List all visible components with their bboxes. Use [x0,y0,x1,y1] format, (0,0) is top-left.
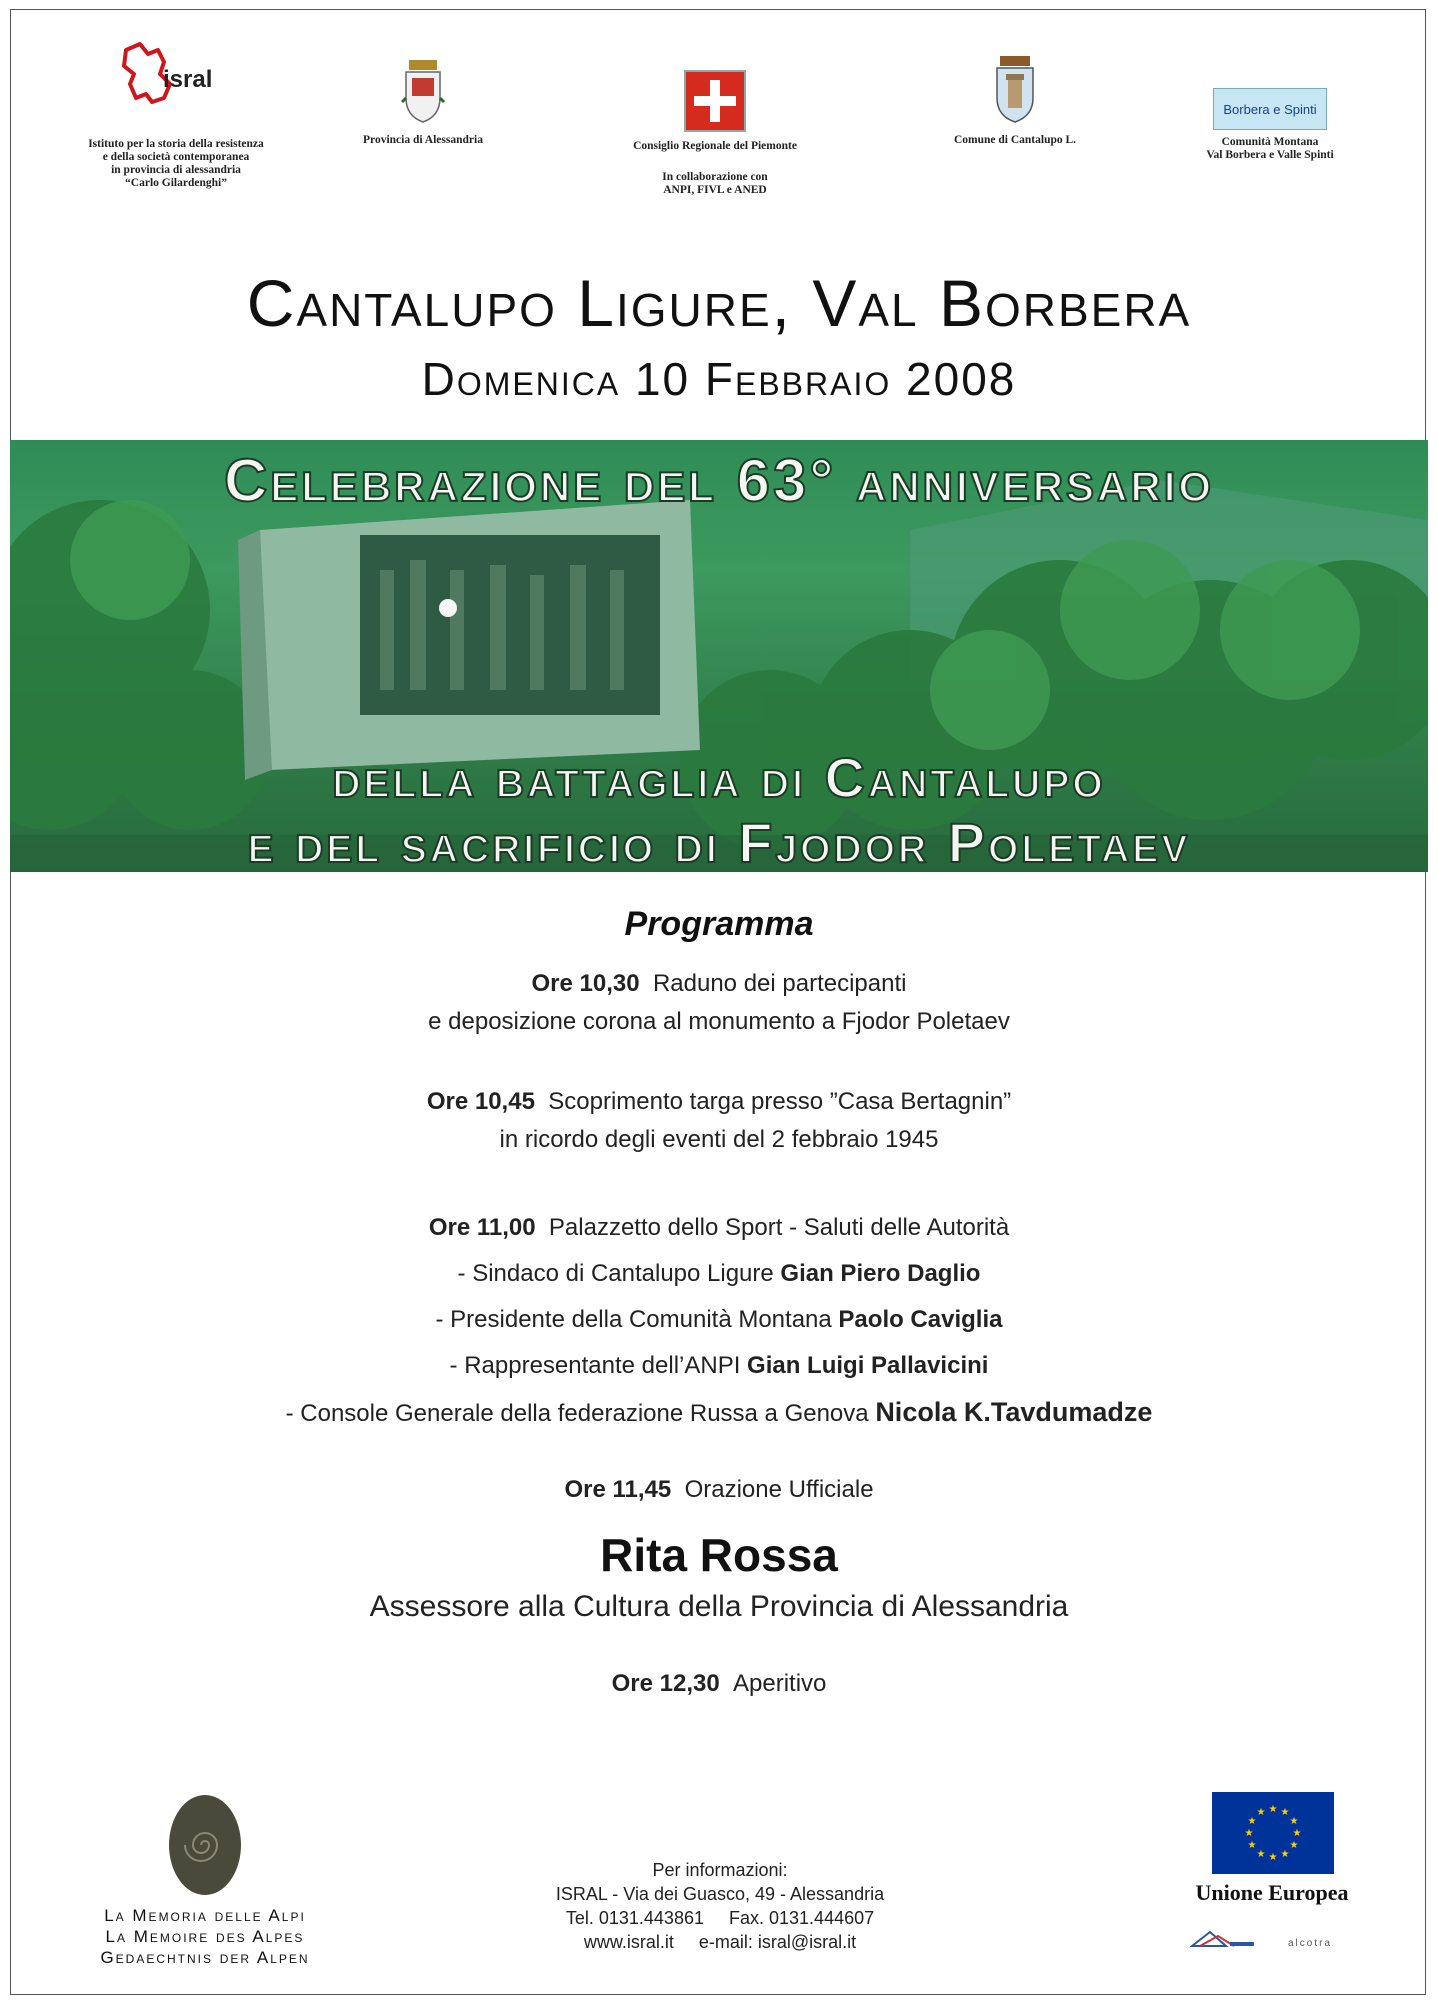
svg-text:★: ★ [1280,1807,1290,1818]
memoria-line: La Memoire des Alpes [105,1927,305,1946]
comune-logo [925,54,1105,147]
isral-caption: Istituto per la storia della resistenza e della società contemporanea in provincia di alessandria “Carlo Gilardenghi” [88,138,264,189]
program-title: Programma [624,905,814,943]
svg-text:★: ★ [1268,1804,1278,1815]
greeting-role: - Sindaco di Cantalupo Ligure [457,1260,774,1287]
program-item-5 [0,1670,1438,1698]
banner-line-2: della battaglia di Cantalupo [332,746,1106,809]
greeting-role: - Rappresentante dell’ANPI [449,1352,741,1379]
contact-web-row [470,1930,970,1954]
memoria-line: Gedaechtnis der Alpen [100,1948,310,1967]
greeting-row [0,1260,1438,1288]
borbera-spinti-logo: Borbera e Spinti [1213,88,1327,130]
program-item-2-detail: in ricordo degli eventi del 2 febbraio 1945 [499,1126,939,1153]
provincia-caption: Provincia di Alessandria [363,134,483,146]
alcotra-logo: alcotra [1288,1938,1333,1949]
contact-address: ISRAL - Via dei Guasco, 49 - Alessandria [555,1884,885,1904]
program-item-1 [0,970,1438,998]
program-time: Ore 11,00 [428,1214,536,1241]
regione-collab: In collaborazione con ANPI, FIVL e ANED [662,171,768,196]
contact-heading: Per informazioni: [652,1860,788,1880]
provincia-coat-of-arms-icon [400,58,446,124]
comunita-logo [1180,88,1360,162]
program-time: Ore 11,45 [564,1476,672,1503]
svg-text:★: ★ [1280,1849,1290,1860]
greeting-name: Gian Luigi Pallavicini [747,1352,989,1379]
contact-info [470,1858,970,1954]
contact-tel: Tel. 0131.443861 [565,1908,704,1928]
greeting-row [0,1397,1438,1428]
program-text: Aperitivo [733,1670,827,1697]
comune-coat-of-arms-icon [992,54,1038,124]
greeting-row [0,1306,1438,1334]
program-time: Ore 12,30 [611,1670,720,1697]
eu-flag-icon [1212,1792,1334,1874]
greeting-role: - Presidente della Comunità Montana [435,1306,832,1333]
regione-logo [600,70,830,197]
contact-phone-row [470,1906,970,1930]
program-item-1-detail: e deposizione corona al monumento a Fjodor Poletaev [428,1008,1010,1035]
piemonte-cross-icon [684,70,746,132]
banner-line-1: Celebrazione del 63° anniversario [223,447,1215,514]
program-time: Ore 10,30 [531,970,640,997]
program-time: Ore 10,45 [426,1088,535,1115]
memoria-stone-icon [165,1790,245,1900]
eu-label: Unione Europea [1195,1880,1349,1905]
regione-caption: Consiglio Regionale del Piemonte [633,140,797,152]
greeting-name: Nicola K.Tavdumadze [875,1397,1153,1427]
speaker-name: Rita Rossa [600,1529,838,1581]
program-text: Palazzetto dello Sport - Saluti delle Autorità [548,1214,1010,1241]
contact-web-link[interactable]: www.isral.it [583,1932,674,1952]
greeting-role: - Console Generale della federazione Russa a Genova [285,1400,869,1427]
program-item-3 [0,1214,1438,1242]
program-text: Scoprimento targa presso ”Casa Bertagnin” [548,1088,1012,1115]
event-place-title: Cantalupo Ligure, Val Borbera [246,266,1192,340]
svg-text:★: ★ [1256,1807,1266,1818]
provincia-logo [338,58,508,147]
comune-caption: Comune di Cantalupo L. [953,134,1077,146]
celebration-banner [10,440,1428,872]
program-item-2 [0,1088,1438,1116]
greeting-name: Gian Piero Daglio [780,1260,981,1287]
program-text: Raduno dei partecipanti [652,970,907,997]
interreg-logo-icon [1190,1928,1256,1948]
svg-text:★: ★ [1292,1828,1302,1839]
svg-text:★: ★ [1268,1852,1278,1863]
svg-text:★: ★ [1244,1828,1254,1839]
program-item-4 [0,1476,1438,1504]
svg-text:★: ★ [1289,1816,1299,1827]
greeting-row [0,1352,1438,1380]
memoria-line: La Memoria delle Alpi [104,1906,306,1925]
program-text: Orazione Ufficiale [684,1476,874,1503]
contact-fax: Fax. 0131.444607 [729,1908,875,1928]
svg-text:★: ★ [1289,1840,1299,1851]
comunita-caption: Comunità Montana Val Borbera e Valle Spinti [1206,136,1334,161]
banner-line-3: e del sacrificio di Fjodor Poletaev [247,811,1191,872]
svg-text:★: ★ [1247,1816,1257,1827]
isral-wordmark: isral [163,66,213,93]
speaker-role: Assessore alla Cultura della Provincia di Alessandria [369,1590,1069,1623]
event-date: Domenica 10 Febbraio 2008 [421,353,1017,405]
memoria-delle-alpi [50,1905,360,1968]
greeting-name: Paolo Caviglia [838,1306,1003,1333]
svg-text:★: ★ [1247,1840,1257,1851]
contact-email-link[interactable]: e-mail: isral@isral.it [698,1932,857,1952]
svg-text:★: ★ [1256,1849,1266,1860]
